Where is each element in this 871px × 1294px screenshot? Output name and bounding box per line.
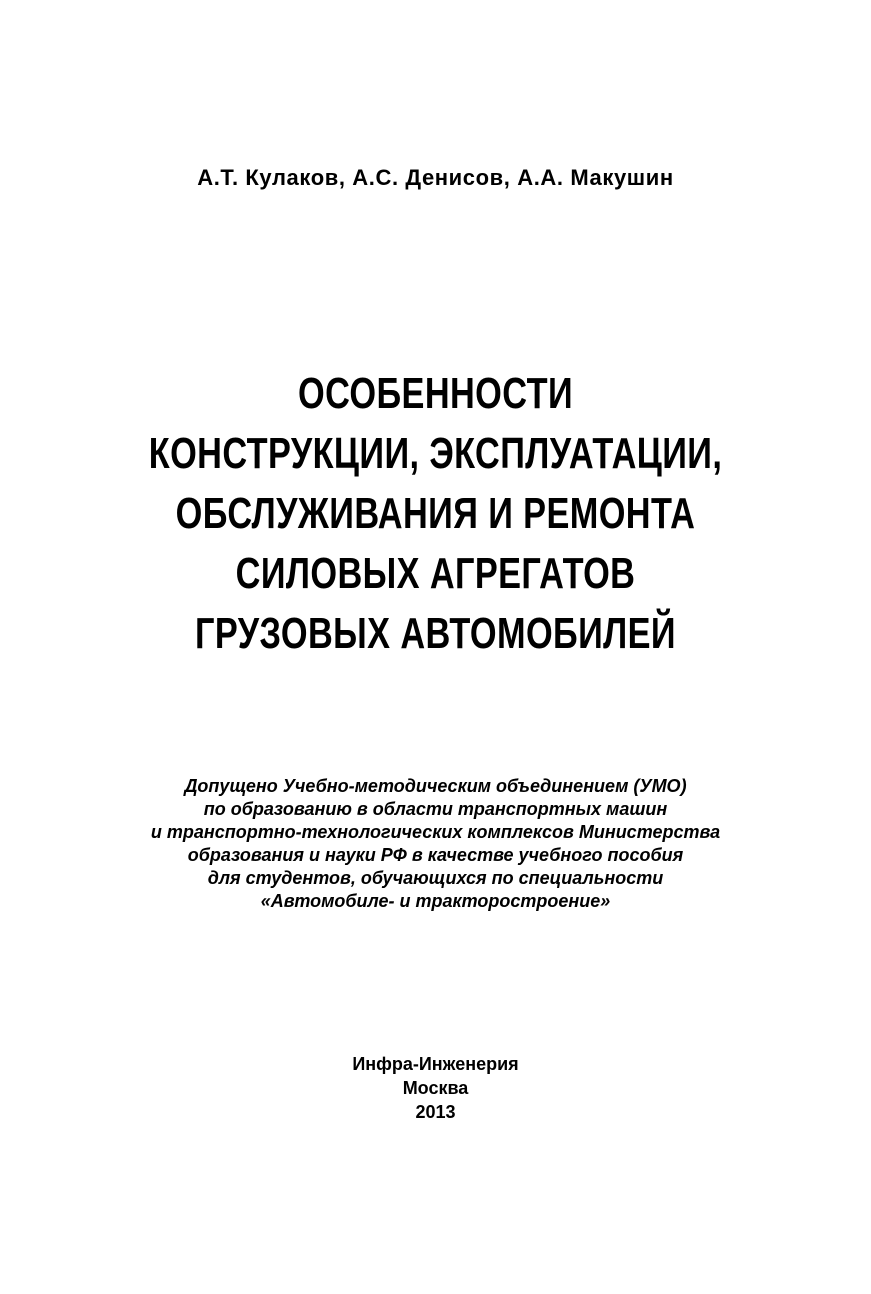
- publisher-name: Инфра-Инженерия: [352, 1054, 519, 1074]
- book-title: [0, 364, 871, 664]
- title-line: ОСОБЕННОСТИ: [298, 369, 573, 418]
- approval-line: «Автомобиле- и тракторостроение»: [260, 891, 611, 911]
- approval-statement: [0, 775, 871, 913]
- approval-line: Допущено Учебно-методическим объединением (УМО): [184, 776, 687, 796]
- approval-line: по образованию в области транспортных машин: [203, 799, 668, 819]
- authors: А.Т. Кулаков, А.С. Денисов, А.А. Макушин: [197, 165, 674, 190]
- approval-line: и транспортно-технологических комплексов Министерства: [150, 822, 721, 842]
- publisher-block: [0, 1052, 871, 1124]
- publisher-city: Москва: [402, 1078, 469, 1098]
- title-line: ОБСЛУЖИВАНИЯ И РЕМОНТА: [175, 489, 696, 538]
- title-line: СИЛОВЫХ АГРЕГАТОВ: [235, 549, 636, 598]
- title-line: КОНСТРУКЦИИ, ЭКСПЛУАТАЦИИ,: [148, 429, 723, 478]
- title-line: ГРУЗОВЫХ АВТОМОБИЛЕЙ: [195, 609, 676, 658]
- publication-year: 2013: [415, 1102, 456, 1122]
- approval-line: образования и науки РФ в качестве учебного пособия: [187, 845, 684, 865]
- approval-line: для студентов, обучающихся по специальности: [207, 868, 664, 888]
